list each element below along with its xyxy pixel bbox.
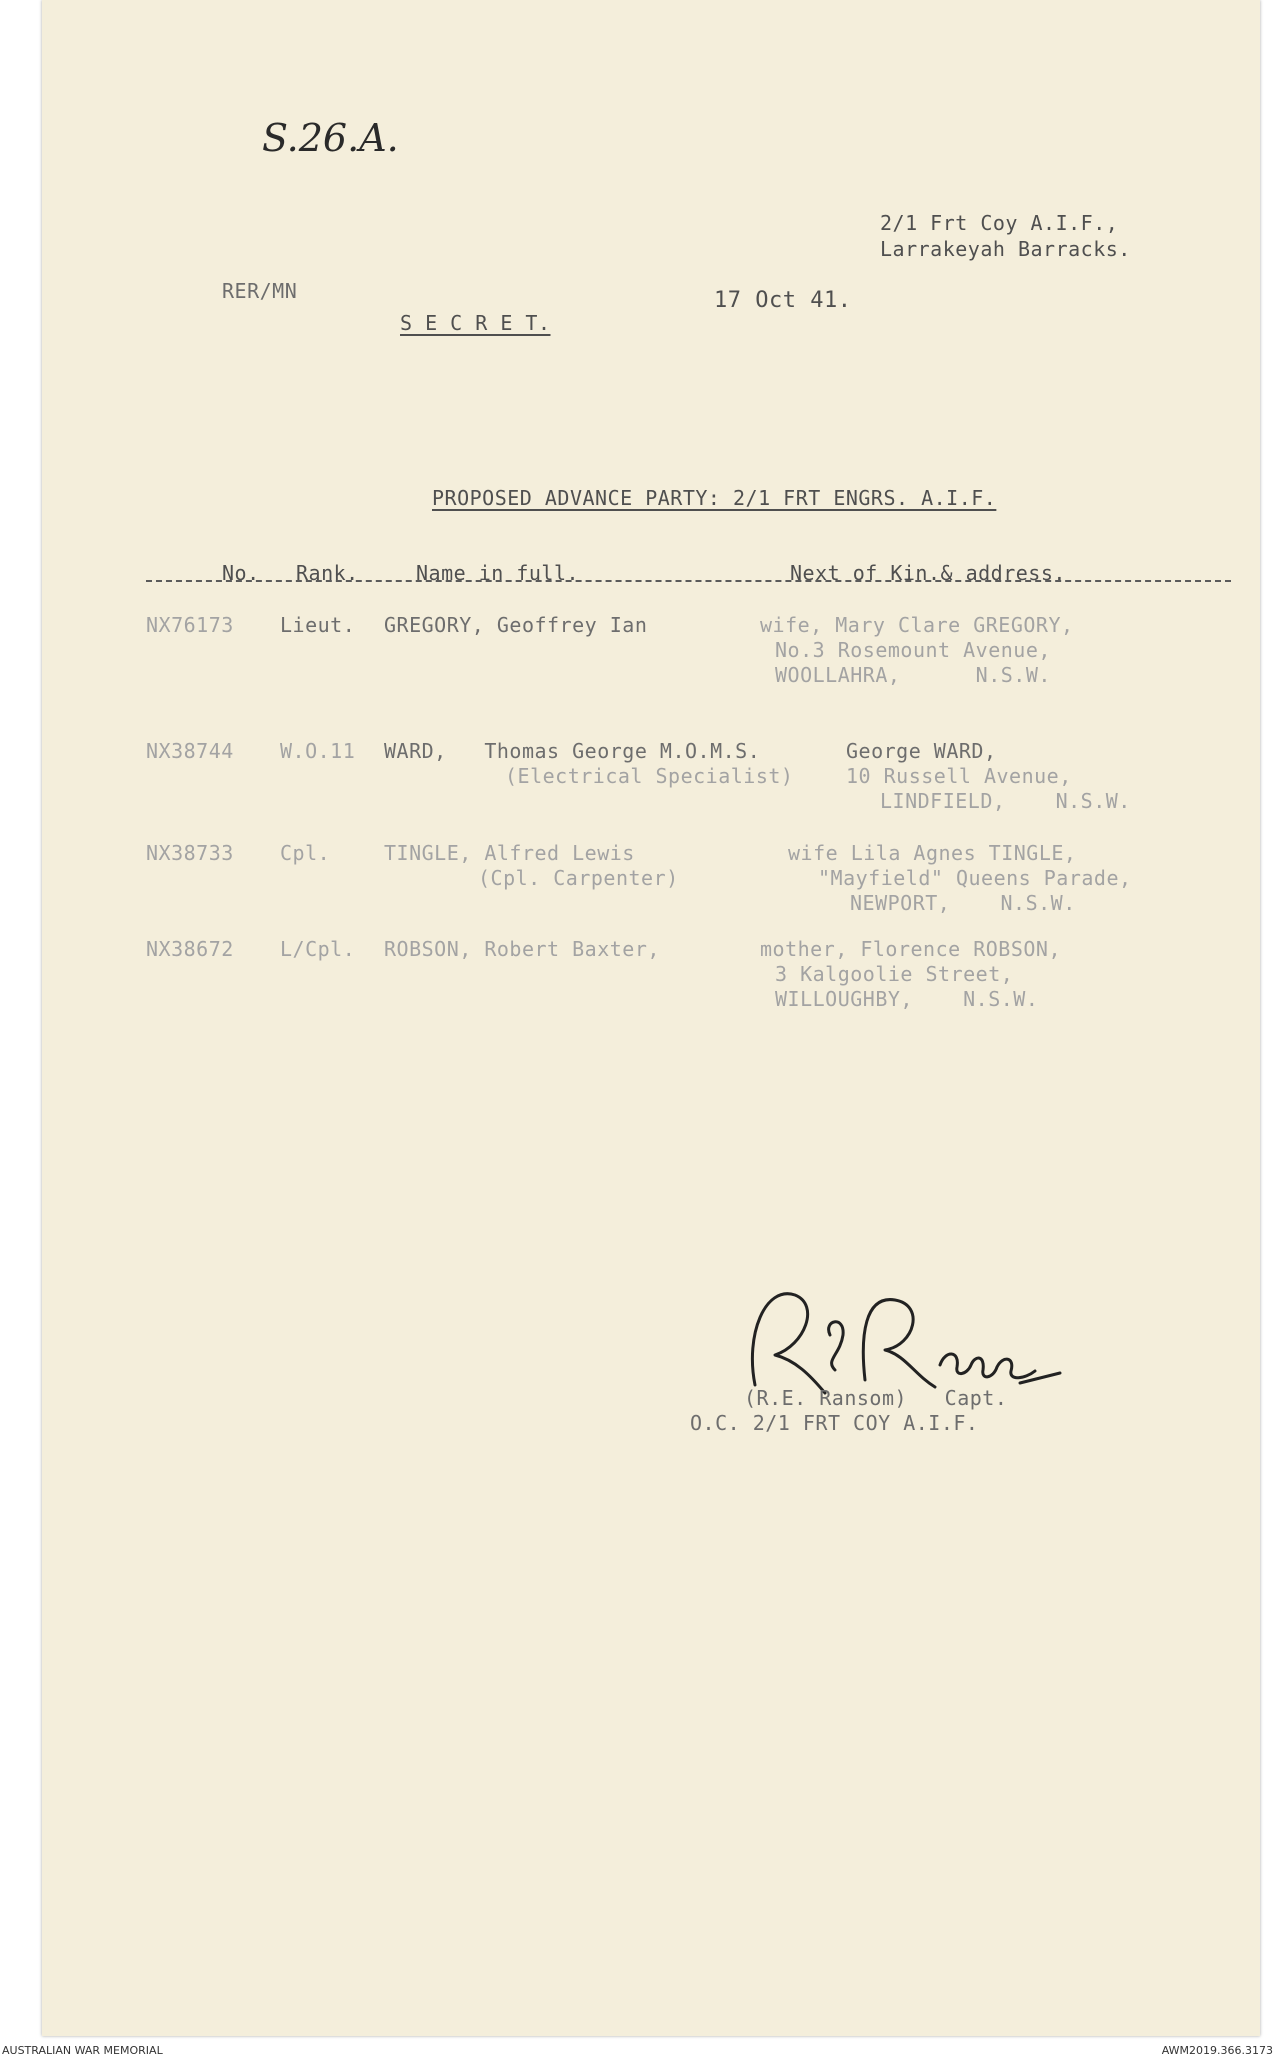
document-page bbox=[42, 0, 1260, 2036]
kin-line: 10 Russell Avenue, bbox=[846, 764, 1072, 788]
rank: Lieut. bbox=[280, 613, 356, 637]
kin-line: WOOLLAHRA, N.S.W. bbox=[775, 663, 1051, 687]
full-name: GREGORY, Geoffrey Ian bbox=[384, 613, 648, 637]
kin-line: George WARD, bbox=[846, 739, 997, 763]
classification-heading: S E C R E T. bbox=[400, 311, 551, 335]
service-number: NX38733 bbox=[146, 841, 234, 865]
service-number: NX38744 bbox=[146, 739, 234, 763]
rank: L/Cpl. bbox=[280, 937, 356, 961]
full-name: WARD, Thomas George M.O.M.S. bbox=[384, 739, 761, 763]
service-number: NX76173 bbox=[146, 613, 234, 637]
kin-line: 3 Kalgoolie Street, bbox=[775, 962, 1014, 986]
service-number: NX38672 bbox=[146, 937, 234, 961]
name-note: (Electrical Specialist) bbox=[505, 764, 794, 788]
kin-line: wife Lila Agnes TINGLE, bbox=[788, 841, 1077, 865]
name-note: (Cpl. Carpenter) bbox=[478, 866, 679, 890]
document-date: 17 Oct 41. bbox=[714, 288, 852, 313]
column-header-name: Name in full. bbox=[416, 561, 580, 585]
footer-bar bbox=[0, 2041, 1275, 2061]
letterhead-location: Larrakeyah Barracks. bbox=[880, 237, 1131, 261]
column-header-number: No. bbox=[222, 561, 260, 585]
header-divider bbox=[146, 580, 1231, 582]
handwritten-annotation: S.26.A. bbox=[262, 116, 399, 160]
reference-code: RER/MN bbox=[222, 279, 298, 303]
footer-source: AUSTRALIAN WAR MEMORIAL bbox=[2, 2044, 163, 2057]
kin-line: NEWPORT, N.S.W. bbox=[850, 891, 1076, 915]
rank: W.O.11 bbox=[280, 739, 356, 763]
kin-line: "Mayfield" Queens Parade, bbox=[818, 866, 1132, 890]
column-header-rank: Rank. bbox=[296, 561, 359, 585]
kin-line: WILLOUGHBY, N.S.W. bbox=[775, 987, 1039, 1011]
kin-line: mother, Florence ROBSON, bbox=[760, 937, 1061, 961]
kin-line: No.3 Rosemount Avenue, bbox=[775, 638, 1051, 662]
signatory-name: (R.E. Ransom) Capt. bbox=[744, 1386, 1008, 1410]
column-header-next-of-kin: Next of Kin.& address. bbox=[790, 561, 1066, 585]
full-name: TINGLE, Alfred Lewis bbox=[384, 841, 635, 865]
footer-accession: AWM2019.366.3173 bbox=[1161, 2044, 1273, 2057]
rank: Cpl. bbox=[280, 841, 331, 865]
full-name: ROBSON, Robert Baxter, bbox=[384, 937, 660, 961]
kin-line: LINDFIELD, N.S.W. bbox=[880, 789, 1131, 813]
letterhead-unit: 2/1 Frt Coy A.I.F., bbox=[880, 211, 1119, 235]
signatory-title: O.C. 2/1 FRT COY A.I.F. bbox=[690, 1411, 979, 1435]
document-title: PROPOSED ADVANCE PARTY: 2/1 FRT ENGRS. A.I.F. bbox=[432, 486, 997, 510]
kin-line: wife, Mary Clare GREGORY, bbox=[760, 613, 1074, 637]
